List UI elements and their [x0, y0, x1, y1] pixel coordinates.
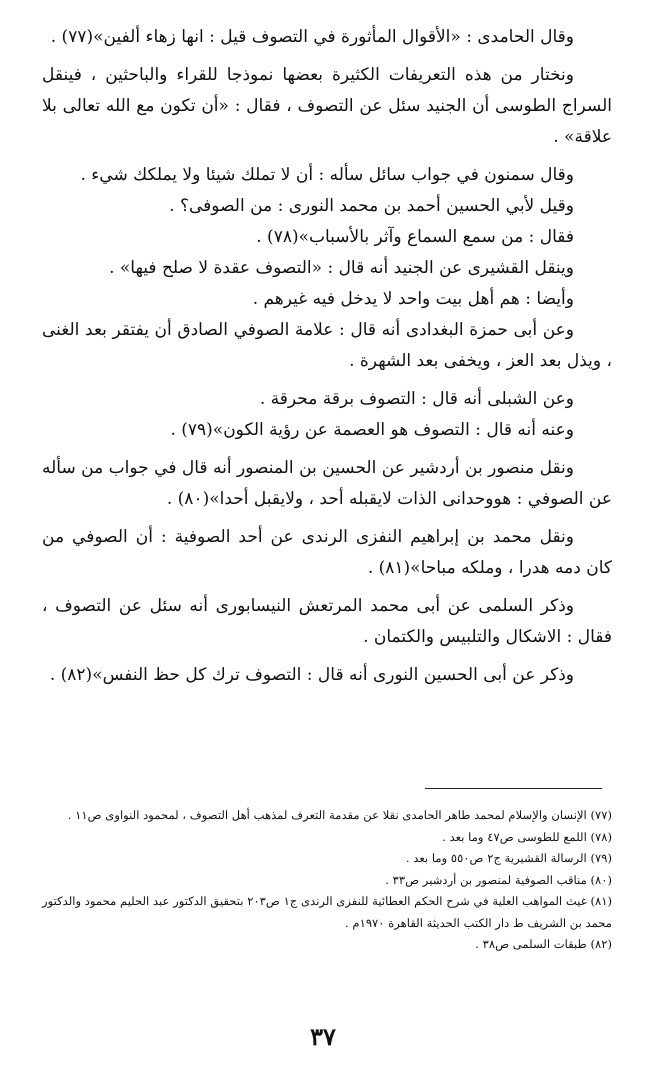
footnote: (٨٢) طبقات السلمى ص٣٨ .: [475, 937, 612, 951]
paragraph: وذكر السلمى عن أبى محمد المرتعش النيسابورى أنه سئل عن التصوف ، فقال : الاشكال والتلبيس والكتمان .: [42, 596, 612, 647]
paragraph: وقال الحامدى : «الأقوال المأثورة في التصوف قيل : انها زهاء ألفين»(٧٧) .: [50, 27, 574, 47]
footnote: (٨٠) مناقب الصوفية لمنصور بن أردشير ص٣٣ .: [385, 872, 612, 887]
footnotes: [42, 805, 612, 956]
footnote: (٧٩) الرسالة القشيرية ج٢ ص٥٥٠ وما بعد .: [405, 851, 612, 865]
paragraph: ونختار من هذه التعريفات الكثيرة بعضها نموذجا للقراء والباحثين ، فينقل السراج الطوسى أن الجنيد سئل عن التصوف ، فقال : «أن تكون مع الله تعالى بلا علاقة» .: [42, 65, 612, 147]
paragraph: فقال : من سمع السماع وآثر بالأسباب»(٧٨) .: [256, 227, 574, 247]
footnote-divider: [425, 788, 602, 789]
main-text: [42, 22, 612, 691]
paragraph: وذكر عن أبى الحسين النورى أنه قال : التصوف ترك كل حظ النفس»(٨٢) .: [49, 665, 574, 685]
page-number: ٣٧: [310, 1022, 336, 1051]
paragraph: ونقل محمد بن إبراهيم النفزى الرندى عن أحد الصوفية : أن الصوفي من كان دمه هدرا ، وملكه مباحا»(٨١) .: [42, 527, 612, 578]
paragraph: وعن الشبلى أنه قال : التصوف برقة محرقة .: [259, 389, 574, 409]
paragraph: وقيل لأبي الحسين أحمد بن محمد النورى : من الصوفى؟ .: [169, 196, 574, 216]
paragraph: وينقل القشيرى عن الجنيد أنه قال : «التصوف عقدة لا صلح فيها» .: [109, 258, 574, 278]
footnote: (٨١) غيث المواهب العلية في شرح الحكم العطائية للنفزى الرندى ج١ ص٢٠٣ بتحقيق الدكتور عبد الحليم محمود والدكتور محمد بن الشريف ط دار الكتب الحديثة القاهرة ١٩٧٠م .: [42, 894, 613, 930]
paragraph: وعن أبى حمزة البغدادى أنه قال : علامة الصوفي الصادق أن يفتقر بعد الغنى ، ويذل بعد العز ، ويخفى بعد الشهرة .: [42, 320, 612, 371]
paragraph: وقال سمنون في جواب سائل سأله : أن لا تملك شيئا ولا يملكك شيء .: [80, 165, 574, 185]
footnote: (٧٨) اللمع للطوسى ص٤٧ وما بعد .: [442, 829, 612, 844]
paragraph: وعنه أنه قال : التصوف هو العصمة عن رؤية الكون»(٧٩) .: [170, 420, 574, 440]
paragraph: ونقل منصور بن أردشير عن الحسين بن المنصور أنه قال في جواب من سأله عن الصوفي : هووحدانى الذات لايقبله أحد ، ولايقبل أحدا»(٨٠) .: [42, 458, 612, 509]
paragraph: وأيضا : هم أهل بيت واحد لا يدخل فيه غيرهم .: [252, 289, 574, 309]
footnote: (٧٧) الإنسان والإسلام لمحمد طاهر الحامدى نقلا عن مقدمة التعرف لمذهب أهل التصوف ، لمحمود النواوى ص١١ .: [67, 808, 612, 822]
